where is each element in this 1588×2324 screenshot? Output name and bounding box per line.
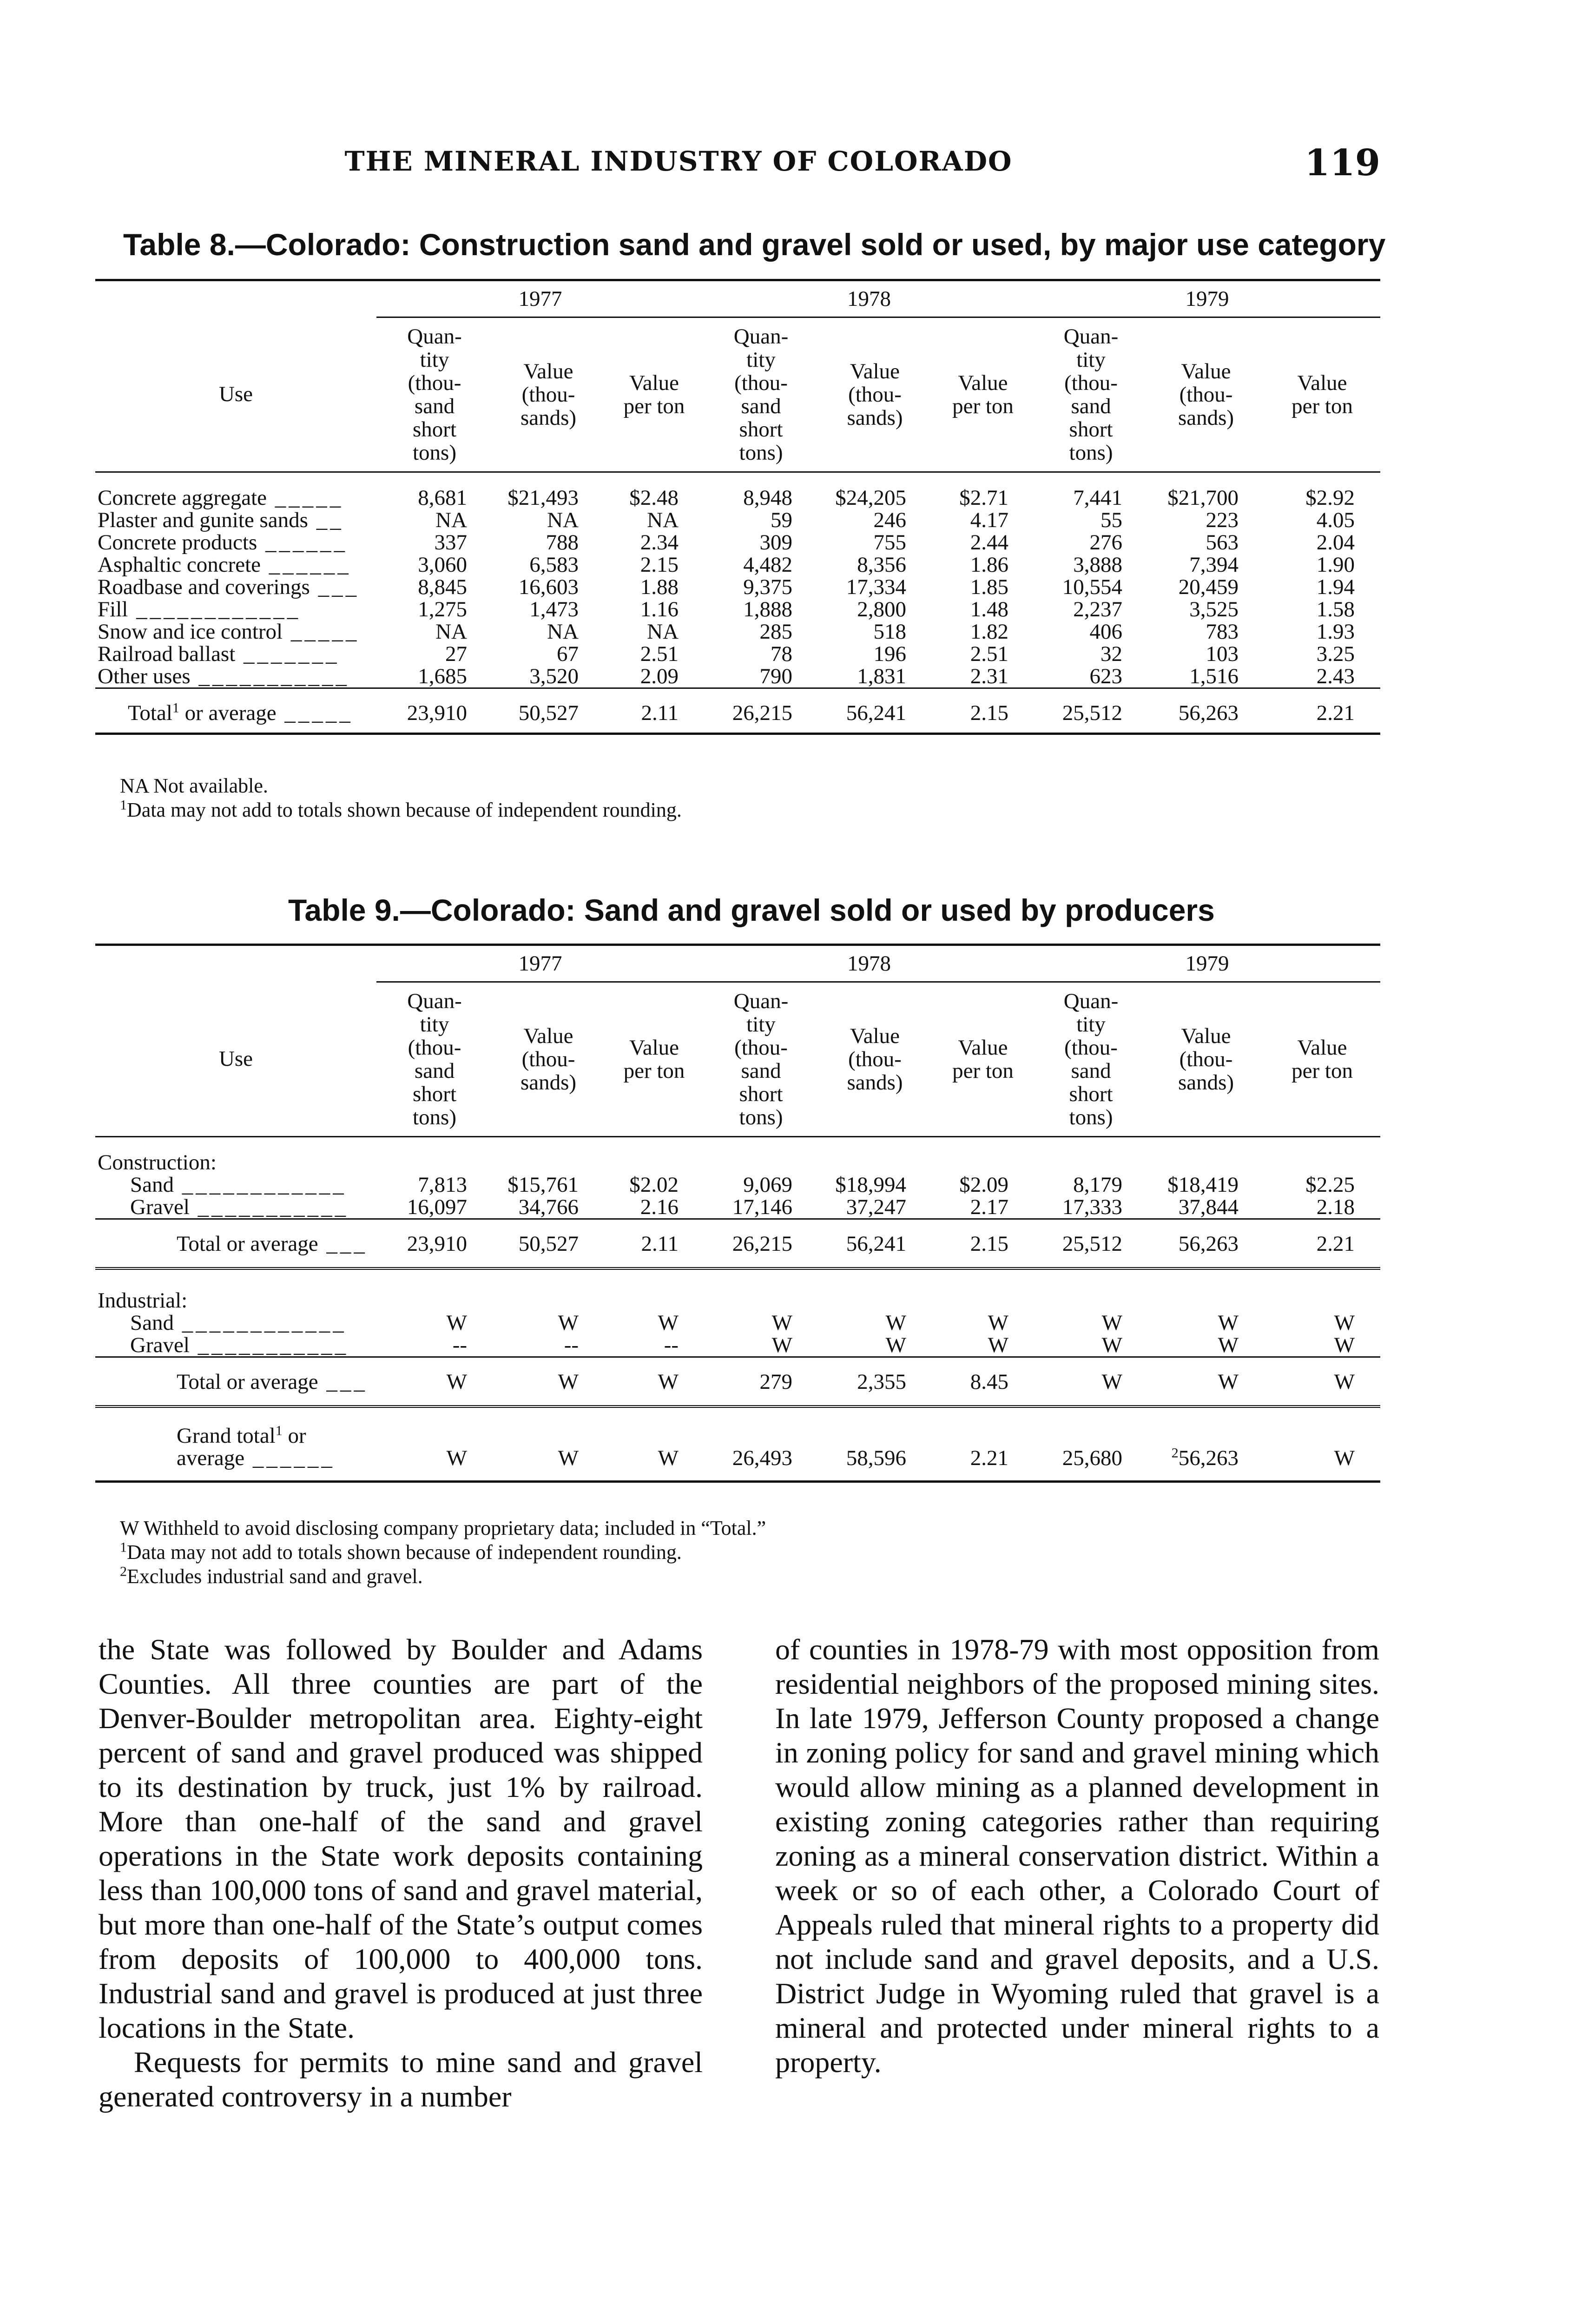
- column-header-quantity: Quan- tity (thou- sand short tons): [1063, 324, 1119, 465]
- table-cell: W: [446, 1311, 467, 1335]
- leader-dots: ____________: [174, 1311, 347, 1335]
- table-cell: 4.17: [970, 508, 1009, 532]
- leader-dots: ___________: [189, 1195, 349, 1219]
- table-cell: --: [664, 1333, 679, 1357]
- column-header-value: Value (thou- sands): [847, 1024, 903, 1095]
- table-cell: 1,831: [857, 664, 907, 688]
- table-cell: 1.86: [970, 553, 1009, 577]
- table-cell: 2.44: [970, 530, 1009, 555]
- table-cell: 26,215: [704, 1219, 818, 1269]
- table-cell: 2.17: [970, 1195, 1009, 1219]
- table-cell: 8,179: [1073, 1173, 1123, 1197]
- table9-body: [95, 1137, 1380, 1482]
- row-label-text: Concrete products: [98, 530, 257, 555]
- column-header-value-per-ton: Value per ton: [623, 371, 685, 418]
- table-cell: 2.15: [640, 553, 679, 577]
- table8-year-1978: 1978: [704, 280, 1034, 317]
- table-cell: NA: [547, 620, 579, 644]
- paragraph: of counties in 1978-79 with most opposition from residential neighbors of the proposed mining sites. In late 1979, Jefferson County proposed a change in zoning policy for sand and gravel mining which would allow mining as a planned development in existing zoning categories rather than requiring zoning as a mineral conservation district. Within a week or so of each other, a Colorado Court of Appeals ruled that mineral rights to a property did not include sand and gravel deposits, and a U.S. District Judge in Wyoming ruled that gravel is a mineral and protected under mineral rights to a property.: [775, 1633, 1379, 2079]
- table8: [95, 279, 1380, 735]
- column-header-value-per-ton: Value per ton: [952, 371, 1014, 418]
- table-cell: 8,845: [418, 575, 467, 599]
- table-cell: W: [604, 1357, 704, 1407]
- table-row: [95, 554, 1380, 576]
- table-cell: 56,241: [818, 1219, 932, 1269]
- table-cell: 25,680: [1034, 1406, 1148, 1482]
- table-cell: W: [1334, 1333, 1355, 1357]
- leader-dots: _____: [267, 486, 344, 510]
- row-label-text: Fill: [98, 597, 128, 621]
- table-cell: W: [885, 1311, 907, 1335]
- table-cell: 2.51: [970, 642, 1009, 666]
- body-column-right: [775, 1632, 1379, 2080]
- table-cell: W: [1264, 1357, 1380, 1407]
- table-cell: $18,994: [835, 1173, 907, 1197]
- table-cell: W: [771, 1333, 793, 1357]
- table-cell: 16,097: [407, 1195, 467, 1219]
- table-cell: 1,888: [743, 597, 793, 621]
- table-cell: 1,275: [418, 597, 467, 621]
- table-cell: 196: [873, 642, 907, 666]
- table-cell: 2,237: [1073, 597, 1123, 621]
- table-cell: 2,355: [818, 1357, 932, 1407]
- table9-year-1977: 1977: [376, 945, 704, 982]
- table8-year-1979: 1979: [1034, 280, 1380, 317]
- row-label-text: Snow and ice control: [98, 620, 283, 644]
- table-cell: 2,800: [857, 597, 907, 621]
- column-header-value-per-ton: Value per ton: [623, 1036, 685, 1083]
- table-cell: 2.04: [1316, 530, 1355, 555]
- table-cell: 16,603: [518, 575, 579, 599]
- table-cell: 9,375: [743, 575, 793, 599]
- table-cell: 37,844: [1178, 1195, 1239, 1219]
- body-column-left: [99, 1632, 703, 2114]
- table-cell: 2.11: [604, 1219, 704, 1269]
- table-row: [95, 643, 1380, 665]
- row-label: [95, 1334, 376, 1357]
- row-label: [95, 1196, 376, 1219]
- row-label-text: Total: [128, 701, 172, 725]
- table-cell: W: [771, 1311, 793, 1335]
- table9-grid: [95, 944, 1380, 1483]
- table-cell: W: [604, 1406, 704, 1482]
- table-cell: 6,583: [529, 553, 579, 577]
- table-cell: 2.16: [640, 1195, 679, 1219]
- table-cell: 518: [873, 620, 907, 644]
- table9-caption: Table 9.—Colorado: Sand and gravel sold or used by producers: [288, 893, 1215, 927]
- row-label-text: Industrial:: [98, 1288, 188, 1313]
- table8-year-row: [95, 280, 1380, 317]
- table-cell: 27: [445, 642, 467, 666]
- row-label: [95, 1406, 376, 1482]
- table-cell: W: [1101, 1311, 1123, 1335]
- table-cell: 26,215: [704, 688, 818, 734]
- table-cell: 1.48: [970, 597, 1009, 621]
- table-cell: $18,419: [1167, 1173, 1239, 1197]
- table-cell: 23,910: [376, 688, 493, 734]
- table-cell: 309: [759, 530, 793, 555]
- column-header-quantity: Quan- tity (thou- sand short tons): [733, 324, 789, 465]
- leader-dots: __: [308, 508, 344, 532]
- footnote-1: $^1$Data may not add to totals shown because of independent rounding.: [120, 1539, 682, 1564]
- table-cell: W: [1218, 1333, 1239, 1357]
- table-cell: 246: [873, 508, 907, 532]
- row-label: [95, 1268, 376, 1312]
- row-label: [95, 472, 376, 509]
- row-label: [95, 1137, 376, 1174]
- footnote-mark: 2: [1171, 1445, 1179, 1461]
- table-cell: 2.09: [640, 664, 679, 688]
- leader-dots: ____________: [128, 597, 301, 621]
- table-cell: W: [558, 1311, 579, 1335]
- row-label-text: Gravel: [130, 1195, 190, 1219]
- table-row: [95, 531, 1380, 554]
- table-row: [95, 576, 1380, 598]
- page-number: 119: [1305, 142, 1380, 184]
- leader-dots: ______: [244, 1446, 335, 1470]
- table8-caption: Table 8.—Colorado: Construction sand and gravel sold or used, by major use category: [123, 227, 1386, 262]
- row-label-text: average: [177, 1446, 245, 1470]
- row-label: [95, 1174, 376, 1196]
- row-label-text: or: [282, 1424, 306, 1448]
- table-cell: 2.31: [970, 664, 1009, 688]
- row-label-text: Sand: [130, 1173, 174, 1197]
- column-header-use: Use: [218, 382, 253, 407]
- table-row: [95, 688, 1380, 734]
- footnote-w: W Withheld to avoid disclosing company proprietary data; included in “Total.”: [120, 1517, 766, 1539]
- table-cell: 1.90: [1316, 553, 1355, 577]
- table-cell: 103: [1206, 642, 1239, 666]
- table-cell: 406: [1089, 620, 1123, 644]
- row-label: [95, 621, 376, 643]
- table-cell: 17,334: [846, 575, 907, 599]
- column-header-use: Use: [218, 1047, 253, 1071]
- table-cell: $2.09: [959, 1173, 1009, 1197]
- table9-year-row: [95, 945, 1380, 982]
- table-cell: W: [988, 1311, 1009, 1335]
- row-label: [95, 643, 376, 665]
- table-cell: 34,766: [518, 1195, 579, 1219]
- row-label-text: Asphaltic concrete: [98, 553, 261, 577]
- row-label: [95, 1357, 376, 1407]
- table-cell: 2.21: [932, 1406, 1034, 1482]
- table-cell: 1.85: [970, 575, 1009, 599]
- leader-dots: ___: [318, 1232, 368, 1256]
- table-cell: 563: [1206, 530, 1239, 555]
- table-cell: $2.48: [629, 486, 679, 510]
- table9-year-1978: 1978: [704, 945, 1034, 982]
- row-label: [95, 688, 376, 734]
- table-cell: $2.02: [629, 1173, 679, 1197]
- table-cell: 7,441: [1073, 486, 1123, 510]
- table-cell: 56,263: [1148, 1219, 1264, 1269]
- table-cell: 32: [1100, 642, 1123, 666]
- table-cell: 10,554: [1062, 575, 1123, 599]
- column-header-quantity: Quan- tity (thou- sand short tons): [733, 989, 789, 1129]
- table-cell: 1.94: [1316, 575, 1355, 599]
- table8-year-1977: 1977: [376, 280, 704, 317]
- table-cell: 2.43: [1316, 664, 1355, 688]
- table-cell: 276: [1089, 530, 1123, 555]
- table-cell: --: [564, 1333, 579, 1357]
- table8-grid: [95, 279, 1380, 735]
- column-header-value-per-ton: Value per ton: [952, 1036, 1014, 1083]
- row-label: [95, 554, 376, 576]
- table-cell: W: [1218, 1311, 1239, 1335]
- table-cell: $2.92: [1305, 486, 1355, 510]
- table-row: [95, 1219, 1380, 1269]
- table-cell: 1.88: [640, 575, 679, 599]
- table-cell: 1.82: [970, 620, 1009, 644]
- column-header-quantity: Quan- tity (thou- sand short tons): [1063, 989, 1119, 1129]
- row-label: [95, 576, 376, 598]
- row-label-text: or average: [179, 701, 277, 725]
- leader-dots: ___________: [190, 664, 349, 688]
- row-label-text: Concrete aggregate: [98, 486, 267, 510]
- table-cell: 337: [434, 530, 467, 555]
- table-cell: 78: [771, 642, 793, 666]
- table-cell: 7,394: [1189, 553, 1239, 577]
- table-cell: 1,516: [1189, 664, 1239, 688]
- table-row: [95, 1312, 1380, 1334]
- paragraph: the State was followed by Boulder and Adams Counties. All three counties are part of the Denver-Boulder metropolitan area. Eighty-eight percent of sand and gravel produced was shipped to its destination by truck, just 1% by railroad. More than one-half of the sand and gravel operations in the State work deposits containing less than 100,000 tons of sand and gravel material, but more than one-half of the State’s output comes from deposits of 100,000 to 400,000 tons. Industrial sand and gravel is produced at just three locations in the State.: [99, 1633, 703, 2044]
- column-header-quantity: Quan- tity (thou- sand short tons): [407, 989, 462, 1129]
- row-label-text: Construction:: [98, 1150, 217, 1175]
- row-label-text: Roadbase and coverings: [98, 575, 310, 599]
- running-title: THE MINERAL INDUSTRY OF COLORADO: [344, 145, 1013, 177]
- table9-year-1979: 1979: [1034, 945, 1380, 982]
- row-label: [95, 665, 376, 688]
- column-header-value-per-ton: Value per ton: [1291, 1036, 1353, 1083]
- table-cell: 2.15: [932, 688, 1034, 734]
- table-cell: W: [885, 1333, 907, 1357]
- table-cell: 2.11: [604, 688, 704, 734]
- footnote-na: NA Not available.: [120, 774, 268, 797]
- table-cell: 783: [1206, 620, 1239, 644]
- leader-dots: ___________: [189, 1333, 349, 1357]
- footnote-2: $^2$Excludes industrial sand and gravel.: [120, 1564, 423, 1588]
- table-row: [95, 1334, 1380, 1357]
- row-label: [95, 598, 376, 621]
- table-cell: 8.45: [932, 1357, 1034, 1407]
- table-cell: 2.34: [640, 530, 679, 555]
- table-row: [95, 1406, 1380, 1482]
- table-cell: 58,596: [818, 1406, 932, 1482]
- table-cell: 623: [1089, 664, 1123, 688]
- table-cell: 8,681: [418, 486, 467, 510]
- table-cell: W: [988, 1333, 1009, 1357]
- table-cell: 17,146: [732, 1195, 793, 1219]
- table-cell: W: [376, 1406, 493, 1482]
- running-head: [98, 142, 1380, 184]
- table-row: [95, 598, 1380, 621]
- table-cell: 50,527: [493, 688, 604, 734]
- table-cell: 1,685: [418, 664, 467, 688]
- table-cell: W: [376, 1357, 493, 1407]
- table-cell: NA: [435, 508, 467, 532]
- table8-body: [95, 472, 1380, 734]
- table-cell: $15,761: [507, 1173, 579, 1197]
- column-header-value: Value (thou- sands): [520, 1024, 577, 1095]
- table-cell: 56,241: [818, 688, 932, 734]
- leader-dots: ____________: [174, 1173, 347, 1197]
- table-cell: 59: [771, 508, 793, 532]
- table-cell: W: [1148, 1357, 1264, 1407]
- column-header-value: Value (thou- sands): [1178, 1024, 1234, 1095]
- table-cell: 1.16: [640, 597, 679, 621]
- footnote-mark: 1: [275, 1423, 283, 1439]
- table-cell: 23,910: [376, 1219, 493, 1269]
- table-cell: 279: [704, 1357, 818, 1407]
- row-label: [95, 1312, 376, 1334]
- table-cell: 7,813: [418, 1173, 467, 1197]
- table-cell: 4.05: [1316, 508, 1355, 532]
- table-cell: W: [493, 1406, 604, 1482]
- footnote-mark: 1: [172, 700, 179, 716]
- table-cell: $24,205: [835, 486, 907, 510]
- table-cell: 9,069: [743, 1173, 793, 1197]
- row-label-text: Railroad ballast: [98, 642, 236, 666]
- table-cell: 8,356: [857, 553, 907, 577]
- row-label-text: Plaster and gunite sands: [98, 508, 308, 532]
- table-cell: 4,482: [743, 553, 793, 577]
- table-cell: 1.93: [1316, 620, 1355, 644]
- table-cell: 788: [546, 530, 579, 555]
- table-cell: 20,459: [1178, 575, 1239, 599]
- table-cell: 1.58: [1316, 597, 1355, 621]
- leader-dots: _______: [235, 642, 340, 666]
- row-label-text: Grand total: [177, 1424, 276, 1448]
- table9-footnotes: [120, 1516, 766, 1589]
- table-cell: 37,247: [846, 1195, 907, 1219]
- table-cell: --: [452, 1333, 467, 1357]
- row-label-text: Other uses: [98, 664, 191, 688]
- table-row: [95, 621, 1380, 643]
- table-cell: NA: [647, 620, 679, 644]
- table-row: [95, 509, 1380, 531]
- table-cell: 25,512: [1034, 688, 1148, 734]
- table-row: [95, 1357, 1380, 1407]
- leader-dots: ___: [318, 1370, 368, 1394]
- table-cell: 2.15: [932, 1219, 1034, 1269]
- table-row: [95, 1137, 1380, 1174]
- table-cell: W: [1034, 1357, 1148, 1407]
- column-header-quantity: Quan- tity (thou- sand short tons): [407, 324, 462, 465]
- table-cell: 17,333: [1062, 1195, 1123, 1219]
- paragraph: Requests for permits to mine sand and gravel generated controversy in a number: [99, 2046, 703, 2113]
- leader-dots: _____: [283, 620, 360, 644]
- row-label-text: Sand: [130, 1311, 174, 1335]
- table-cell: 285: [759, 620, 793, 644]
- table-cell: 2.18: [1316, 1195, 1355, 1219]
- table-cell: 56,263: [1148, 688, 1264, 734]
- table-cell: W: [1264, 1406, 1380, 1482]
- table-cell: 223: [1206, 508, 1239, 532]
- column-header-value-per-ton: Value per ton: [1291, 371, 1353, 418]
- table-cell: 2.21: [1264, 688, 1380, 734]
- leader-dots: ___: [310, 575, 360, 599]
- leader-dots: ______: [261, 553, 351, 577]
- row-label-text: Total or average: [177, 1232, 318, 1256]
- table9: [95, 944, 1380, 1483]
- table-cell: 8,948: [743, 486, 793, 510]
- table-cell: 25,512: [1034, 1219, 1148, 1269]
- leader-dots: ______: [257, 530, 348, 555]
- table-cell: 3.25: [1316, 642, 1355, 666]
- table-cell: 1,473: [529, 597, 579, 621]
- table-cell: 2.21: [1264, 1219, 1380, 1269]
- table-cell: NA: [647, 508, 679, 532]
- table-cell: W: [1101, 1333, 1123, 1357]
- table-cell: $^2$56,263: [1148, 1406, 1264, 1482]
- row-label-text: Total or average: [177, 1370, 318, 1394]
- table-cell: 67: [557, 642, 579, 666]
- table-cell: 50,527: [493, 1219, 604, 1269]
- table-cell: 55: [1100, 508, 1123, 532]
- table-cell: $2.71: [959, 486, 1009, 510]
- column-header-value: Value (thou- sands): [1178, 359, 1234, 430]
- leader-dots: _____: [276, 701, 353, 725]
- table-cell: NA: [435, 620, 467, 644]
- table-row: [95, 1196, 1380, 1219]
- table-cell: 2.51: [640, 642, 679, 666]
- table-cell: $21,493: [507, 486, 579, 510]
- table-row: [95, 665, 1380, 688]
- table-row: [95, 1268, 1380, 1312]
- table-cell: 3,520: [529, 664, 579, 688]
- table-cell: $2.25: [1305, 1173, 1355, 1197]
- table-cell: 3,060: [418, 553, 467, 577]
- table-cell: 790: [759, 664, 793, 688]
- footnote-1: $^1$Data may not add to totals shown because of independent rounding.: [120, 797, 682, 821]
- table9-column-header-row: [95, 982, 1380, 1137]
- table-cell: 26,493: [704, 1406, 818, 1482]
- row-label-text: Gravel: [130, 1333, 190, 1357]
- table-cell: 3,525: [1189, 597, 1239, 621]
- table-cell: W: [658, 1311, 679, 1335]
- table-cell: 3,888: [1073, 553, 1123, 577]
- table-row: [95, 472, 1380, 509]
- table-cell: W: [1334, 1311, 1355, 1335]
- table8-column-header-row: [95, 317, 1380, 472]
- table-cell: 755: [873, 530, 907, 555]
- table-row: [95, 1174, 1380, 1196]
- row-label: [95, 531, 376, 554]
- row-label: [95, 1219, 376, 1269]
- column-header-value: Value (thou- sands): [520, 359, 577, 430]
- table-cell: NA: [547, 508, 579, 532]
- table-cell: $21,700: [1167, 486, 1239, 510]
- row-label: [95, 509, 376, 531]
- column-header-value: Value (thou- sands): [847, 359, 903, 430]
- table-cell: W: [493, 1357, 604, 1407]
- table8-footnotes: [120, 774, 682, 822]
